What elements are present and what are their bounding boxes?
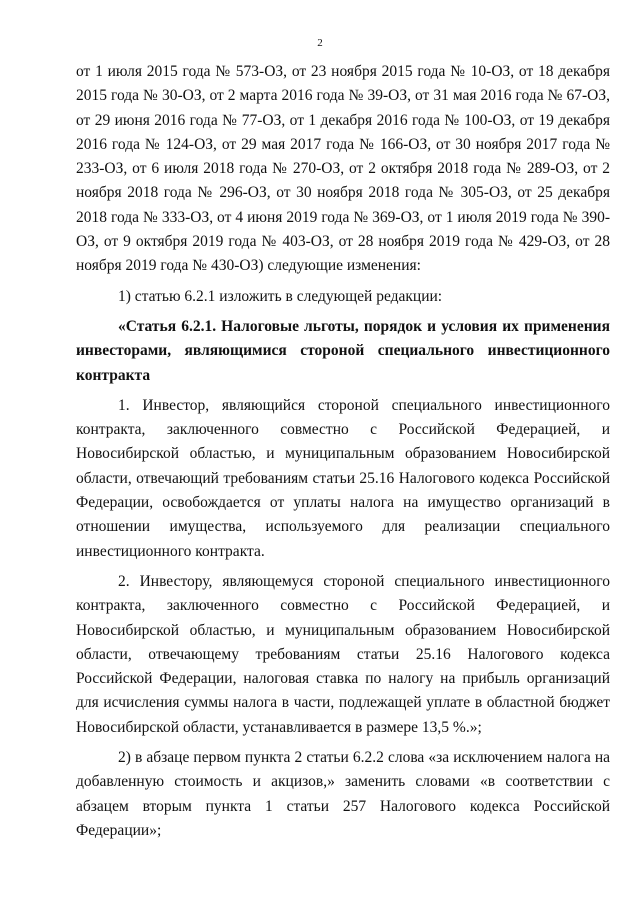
point-1-paragraph: 1. Инвестор, являющийся стороной специального инвестиционного контракта, заключенного совместно с Российской Федерацией, и Новосибирской областью, и муниципальным образованием Новосибирской области, отвечающий требованиям статьи 25.16 Налогового кодекса Российской Федерации, освобождается от уплаты налога на имущество организаций в отношении имущества, используемого для реализации специального инвестиционного контракта. (76, 396, 610, 560)
item-1-paragraph: 1) статью 6.2.1 изложить в следующей редакции: (118, 287, 443, 305)
article-heading: «Статья 6.2.1. Налоговые льготы, порядок и условия их применения инвесторами, являющимися стороной специального инвестиционного контракта (76, 317, 610, 384)
document-body (76, 60, 610, 843)
item-2-paragraph: 2) в абзаце первом пункта 2 статьи 6.2.2 слова «за исключением налога на добавленную стоимость и акцизов,» заменить словами «в соответствии с абзацем вторым пункта 1 статьи 257 Налогового кодекса Российской Федерации»; (76, 749, 610, 839)
point-2-paragraph: 2. Инвестору, являющемуся стороной специального инвестиционного контракта, заключенного совместно с Российской Федерацией, и Новосибирской областью, и муниципальным образованием Новосибирской области, отвечающему требованиям статьи 25.16 Налогового кодекса Российской Федерации, налоговая ставка по налогу на прибыль организаций для исчисления суммы налога в части, подлежащей уплате в областной бюджет Новосибирской области, устанавливается в размере 13,5 %.»; (76, 572, 610, 736)
page-number: 2 (317, 37, 323, 49)
amendments-list-paragraph: от 1 июля 2015 года № 573-ОЗ, от 23 ноября 2015 года № 10-ОЗ, от 18 декабря 2015 года № 30-ОЗ, от 2 марта 2016 года № 39-ОЗ, от 31 мая 2016 года № 67-ОЗ, от 29 июня 2016 года № 77-ОЗ, от 1 декабря 2016 года № 100-ОЗ, от 19 декабря 2016 года № 124-ОЗ, от 29 мая 2017 года № 166-ОЗ, от 30 ноября 2017 года № 233-ОЗ, от 6 июля 2018 года № 270-ОЗ, от 2 октября 2018 года № 289-ОЗ, от 2 ноября 2018 года № 296-ОЗ, от 30 ноября 2018 года № 305-ОЗ, от 25 декабря 2018 года № 333-ОЗ, от 4 июня 2019 года № 369-ОЗ, от 1 июля 2019 года № 390-ОЗ, от 9 октября 2019 года № 403-ОЗ, от 28 ноября 2019 года № 429-ОЗ, от 28 ноября 2019 года № 430-ОЗ) следующие изменения: (76, 63, 610, 275)
